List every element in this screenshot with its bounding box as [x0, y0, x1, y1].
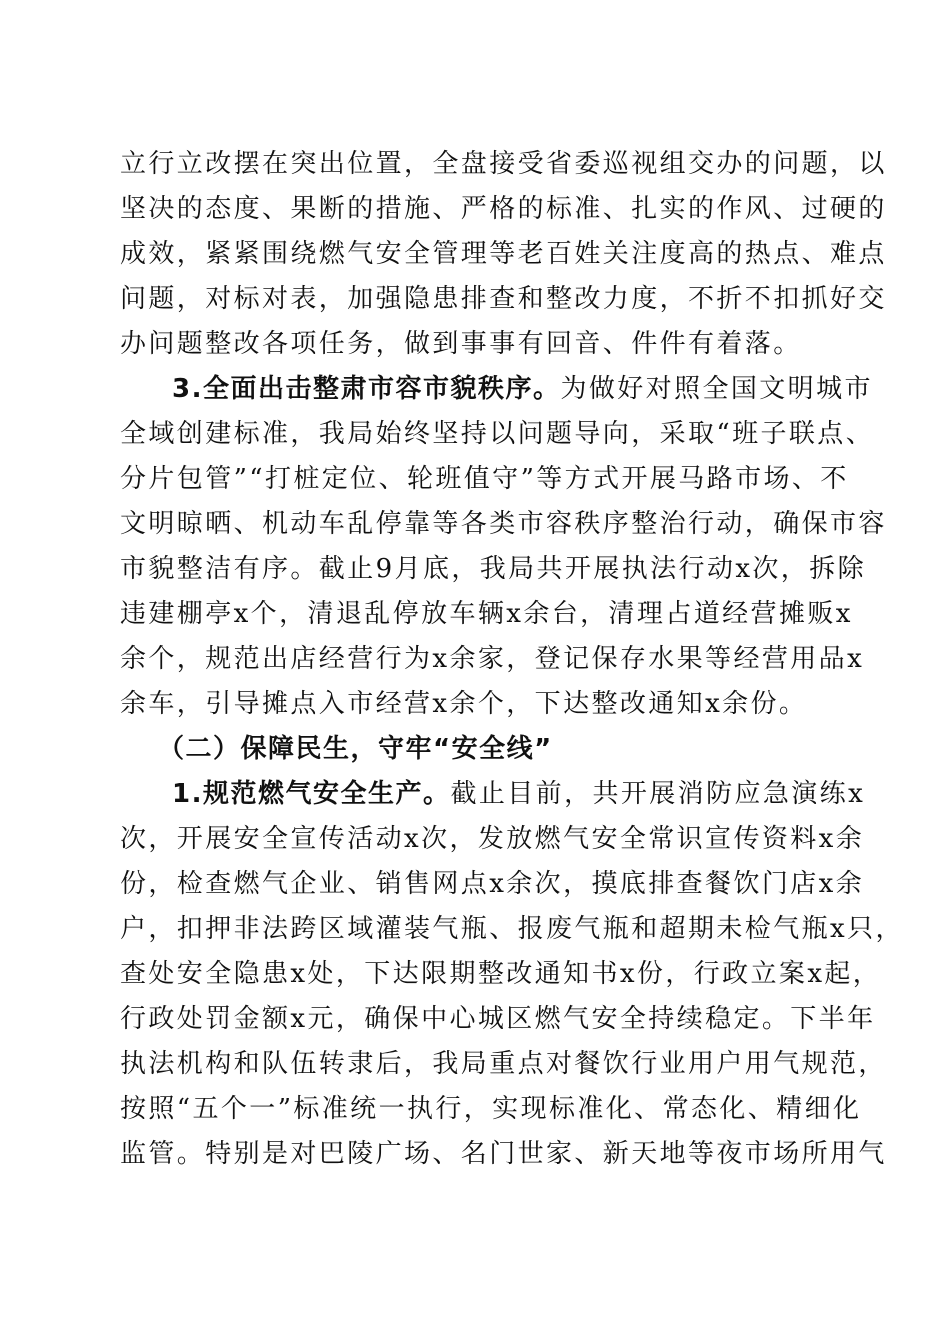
paragraph-2-line-2: 全域创建标准，我局始终坚持以问题导向，采取“班子联点、	[120, 419, 875, 449]
paragraph-2-first-line	[172, 367, 873, 411]
paragraph-3-line-2: 次，开展安全宣传活动x次，发放燃气安全常识宣传资料x余	[120, 824, 865, 854]
paragraph-3-line-8: 按照“五个一”标准统一执行，实现标准化、常态化、精细化	[120, 1094, 862, 1124]
paragraph-1-line-3: 成效，紧紧围绕燃气安全管理等老百姓关注度高的热点、难点	[120, 239, 887, 269]
paragraph-3-line-7: 执法机构和队伍转隶后，我局重点对餐饮行业用户用气规范，	[120, 1049, 887, 1079]
paragraph-3-line-6: 行政处罚金额x元，确保中心城区燃气安全持续稳定。下半年	[120, 1004, 876, 1034]
paragraph-3-first-line-text: 截止目前，共开展消防应急演练x	[450, 779, 866, 809]
paragraph-1-line-4: 问题，对标对表，加强隐患排查和整改力度，不折不扣抓好交	[120, 284, 887, 314]
section-heading: （二）保障民生，守牢“安全线”	[158, 734, 553, 764]
paragraph-3-lead: 1.规范燃气安全生产。	[172, 779, 451, 809]
paragraph-2-lead: 3.全面出击整肃市容市貌秩序。	[172, 374, 561, 404]
paragraph-2-line-5: 市貌整洁有序。截止9月底，我局共开展执法行动x次，拆除	[120, 554, 867, 584]
paragraph-2-line-8: 余车，引导摊点入市经营x余个，下达整改通知x余份。	[120, 689, 808, 719]
paragraph-3-first-line	[172, 772, 866, 816]
paragraph-2-line-6: 违建棚亭x个，清退乱停放车辆x余台，清理占道经营摊贩x	[120, 599, 853, 629]
paragraph-3-line-4: 户，扣押非法跨区域灌装气瓶、报废气瓶和超期未检气瓶x只，	[120, 914, 904, 944]
paragraph-3-line-3: 份，检查燃气企业、销售网点x余次，摸底排查餐饮门店x余	[120, 869, 865, 899]
paragraph-2-line-3: 分片包管”“打桩定位、轮班值守”等方式开展马路市场、不	[120, 464, 849, 494]
paragraph-2-line-4: 文明晾晒、机动车乱停靠等各类市容秩序整治行动，确保市容	[120, 509, 887, 539]
paragraph-2-first-line-text: 为做好对照全国文明城市	[560, 374, 873, 404]
paragraph-2-line-7: 余个，规范出店经营行为x余家，登记保存水果等经营用品x	[120, 644, 865, 674]
paragraph-1-line-1: 立行立改摆在突出位置，全盘接受省委巡视组交办的问题，以	[120, 149, 887, 179]
paragraph-3-line-9: 监管。特别是对巴陵广场、名门世家、新天地等夜市场所用气	[120, 1139, 887, 1169]
paragraph-1-line-5: 办问题整改各项任务，做到事事有回音、件件有着落。	[120, 329, 802, 359]
paragraph-3-line-5: 查处安全隐患x处，下达限期整改通知书x份，行政立案x起，	[120, 959, 882, 989]
paragraph-1-line-2: 坚决的态度、果断的措施、严格的标准、扎实的作风、过硬的	[120, 194, 887, 224]
